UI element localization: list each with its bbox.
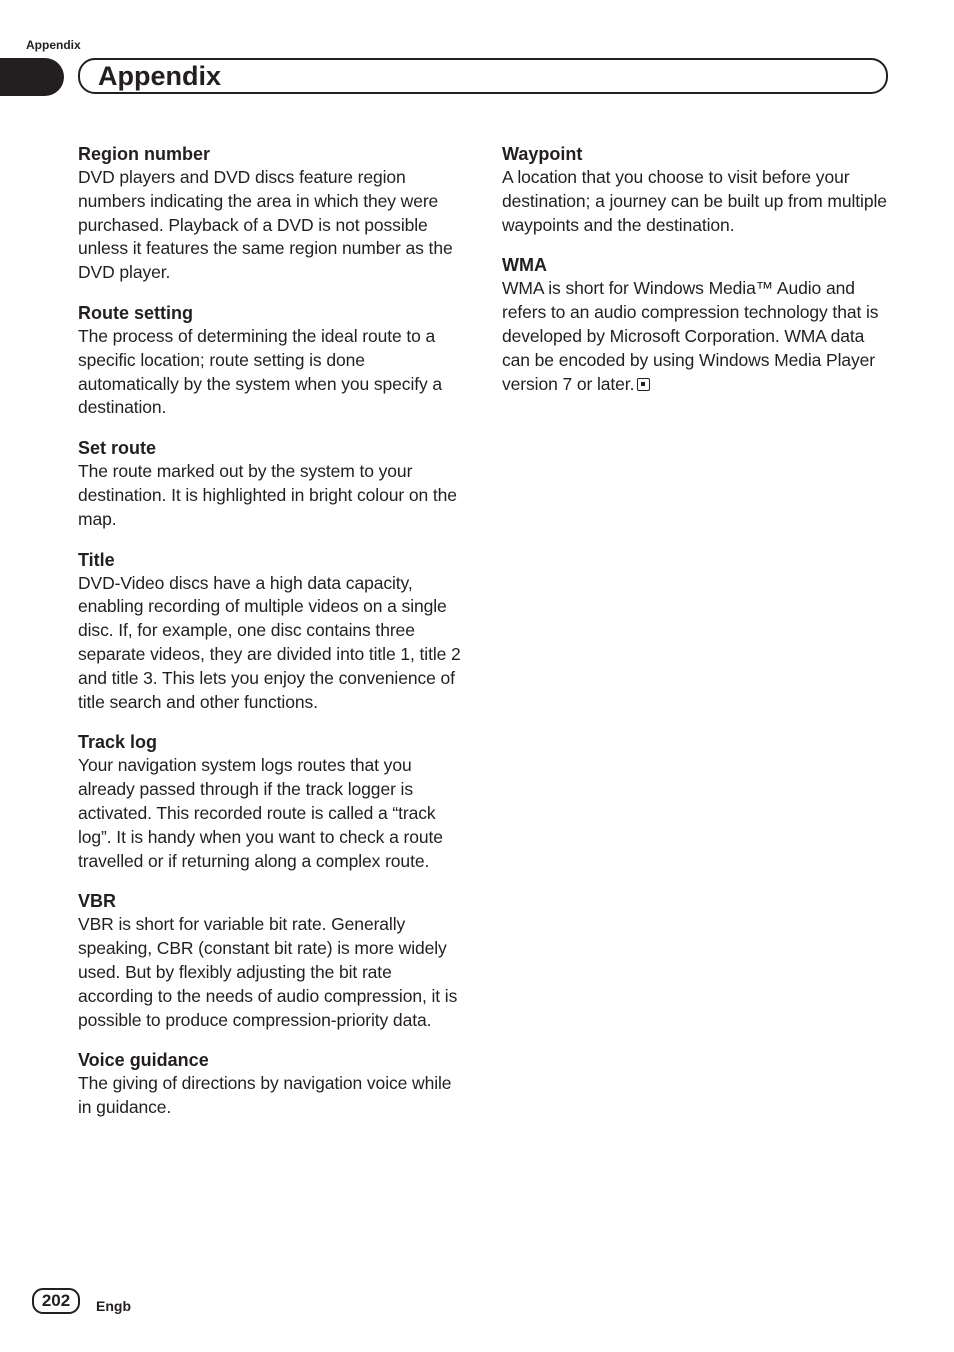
glossary-term: VBR <box>78 891 117 912</box>
glossary-entry-wma <box>502 253 888 396</box>
glossary-entry-route-setting <box>78 301 468 420</box>
end-of-section-icon <box>637 378 650 391</box>
glossary-definition: The route marked out by the system to your destination. It is highlighted in bright colour on the map. <box>78 461 457 529</box>
glossary-entry-track-log <box>78 730 468 873</box>
glossary-definition: A location that you choose to visit before your destination; a journey can be built up from multiple waypoints and the destination. <box>502 167 887 235</box>
section-tab-marker <box>0 58 64 96</box>
glossary-term: Set route <box>78 438 157 459</box>
glossary-definition: The process of determining the ideal route to a specific location; route setting is done automatically by the system when you specify a destination. <box>78 325 443 418</box>
glossary-definition: DVD players and DVD discs feature region numbers indicating the area in which they were purchased. Playback of a DVD is not possible unless it features the same region number as the DVD player. <box>78 167 453 283</box>
glossary-term: WMA <box>502 255 547 276</box>
right-column <box>502 142 888 412</box>
glossary-term: Track log <box>78 732 158 753</box>
glossary-definition: DVD-Video discs have a high data capacity, enabling recording of multiple videos on a single disc. If, for example, one disc contains three separate videos, they are divided into title 1, title 2 and title 3. This lets you enjoy the convenience of title search and other functions. <box>78 572 461 712</box>
glossary-entry-region-number <box>78 142 468 285</box>
running-head: Appendix <box>26 38 81 52</box>
left-column <box>78 142 468 1136</box>
glossary-entry-title <box>78 548 468 715</box>
page-number: 202 <box>32 1288 80 1314</box>
glossary-definition: VBR is short for variable bit rate. Generally speaking, CBR (constant bit rate) is more widely used. But by flexibly adjusting the bit rate according to the needs of audio compression, it is possible to produce compression-priority data. <box>78 914 458 1030</box>
glossary-entry-voice-guidance <box>78 1048 468 1120</box>
glossary-definition: The giving of directions by navigation voice while in guidance. <box>78 1073 452 1118</box>
glossary-term: Voice guidance <box>78 1050 209 1071</box>
glossary-definition-text: WMA is short for Windows Media™ Audio and refers to an audio compression technology that is developed by Microsoft Corporation. WMA data can be encoded by using Windows Media Player version 7 or later. <box>502 278 879 394</box>
glossary-term: Title <box>78 549 115 570</box>
language-code: Engb <box>96 1298 131 1314</box>
glossary-entry-vbr <box>78 889 468 1032</box>
glossary-term: Route setting <box>78 302 193 323</box>
glossary-entry-waypoint <box>502 142 888 237</box>
glossary-definition <box>502 277 888 396</box>
glossary-term: Waypoint <box>502 144 583 164</box>
glossary-term: Region number <box>78 144 211 164</box>
section-title-bar <box>78 58 888 94</box>
glossary-entry-set-route <box>78 436 468 531</box>
glossary-definition: Your navigation system logs routes that you already passed through if the track logger is activated. This recorded route is called a “track log”. It is handy when you want to check a route travelled or if returning along a complex route. <box>78 755 443 871</box>
section-title: Appendix <box>98 61 222 91</box>
